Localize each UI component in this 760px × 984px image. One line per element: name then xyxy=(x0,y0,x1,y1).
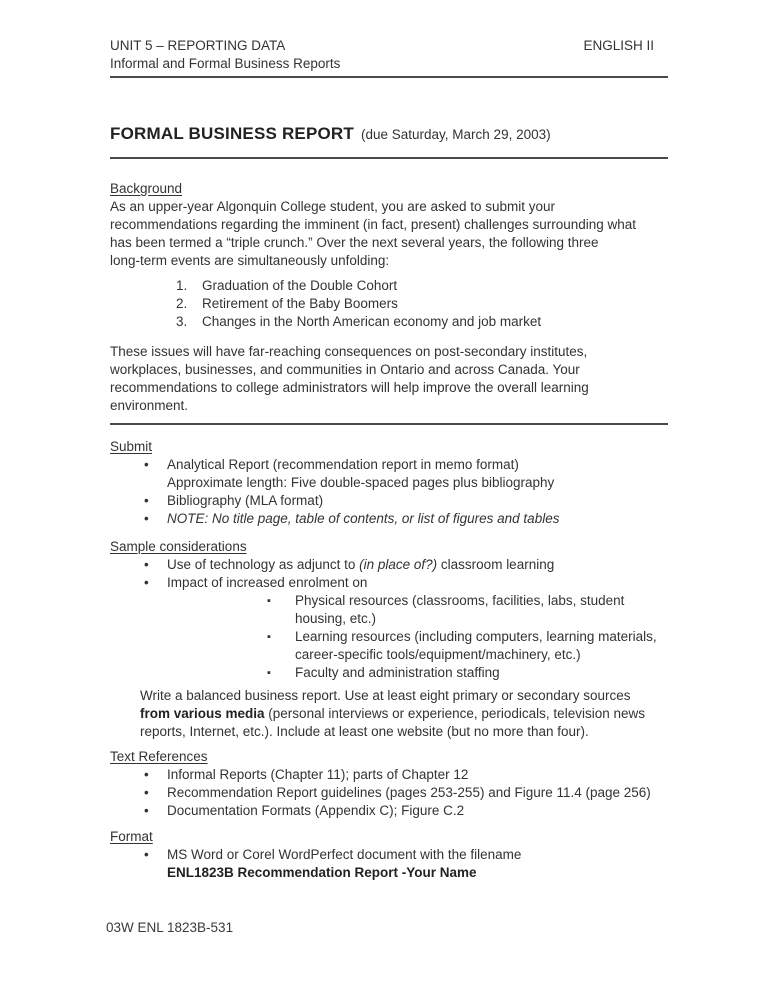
section-background xyxy=(110,180,668,415)
header-course-name: ENGLISH II xyxy=(583,38,654,53)
sub-bullet-item-text: ▪ Faculty and administration staffing xyxy=(295,665,500,680)
filename-bold-text: ENL1823B Recommendation Report -Your Name xyxy=(167,865,477,880)
sub-bullet-continuation-line xyxy=(295,646,668,664)
bullet-continuation-line xyxy=(167,474,668,492)
text-segment: (personal interviews or experience, periodicals, television news xyxy=(264,706,645,721)
paragraph-line: long-term events are simultaneously unfolding: xyxy=(110,253,390,268)
footer-course-code: 03W ENL 1823B-531 xyxy=(106,920,234,935)
background-intro-paragraph xyxy=(110,198,668,270)
section-sample-considerations xyxy=(110,538,668,741)
bullet-item xyxy=(144,456,668,474)
bullet-item-text: • Bibliography (MLA format) xyxy=(167,493,324,508)
numbered-item-text: Retirement of the Baby Boomers xyxy=(202,296,398,311)
submit-heading: Submit xyxy=(110,439,153,454)
report-title: FORMAL BUSINESS REPORT xyxy=(110,124,354,143)
paragraph-line: These issues will have far-reaching consequences on post-secondary institutes, xyxy=(110,344,588,359)
paragraph-line: workplaces, businesses, and communities in Ontario and across Canada. Your xyxy=(110,362,580,377)
sub-bullet-item-text: career-specific tools/equipment/machinery, etc.) xyxy=(295,647,581,662)
bullet-item-text xyxy=(167,556,554,574)
bullet-item-text: • Analytical Report (recommendation report in memo format) xyxy=(167,457,519,472)
sub-bullet-item xyxy=(267,628,668,646)
numbered-item xyxy=(176,313,668,331)
bullet-item xyxy=(144,802,668,820)
paragraph-line: has been termed a “triple crunch.” Over the next several years, the following three xyxy=(110,235,599,250)
sub-bullet-item xyxy=(267,592,668,628)
bullet-item-text: Approximate length: Five double-spaced pages plus bibliography xyxy=(167,475,555,490)
numbered-item xyxy=(176,295,668,313)
paragraph-line: environment. xyxy=(110,398,189,413)
numbered-list xyxy=(110,277,668,331)
text-segment: Use of technology as adjunct to xyxy=(167,557,360,572)
bullet-item-text: • Documentation Formats (Appendix C); Figure C.2 xyxy=(167,803,465,818)
title-divider-rule xyxy=(110,157,668,159)
paragraph-line: reports, Internet, etc.). Include at least one website (but no more than four). xyxy=(140,724,589,739)
sub-bullet-item-text: ▪ Physical resources (classrooms, facilities, labs, student housing, etc.) xyxy=(295,593,625,626)
sub-bullet-item-text: ▪ Learning resources (including computers, learning materials, xyxy=(295,629,657,644)
sample-considerations-heading: Sample considerations xyxy=(110,539,247,554)
paragraph-line xyxy=(140,705,668,723)
paragraph-line: Write a balanced business report. Use at least eight primary or secondary sources xyxy=(140,688,631,703)
bullet-item-text: • Recommendation Report guidelines (pages 253-255) and Figure 11.4 (page 256) xyxy=(167,785,651,800)
bold-text-segment: from various media xyxy=(140,706,265,721)
sub-bullet-item xyxy=(267,664,668,682)
report-title-row xyxy=(110,125,668,144)
bullet-item xyxy=(144,510,668,528)
header-divider-rule xyxy=(110,76,668,78)
bullet-item xyxy=(144,766,668,784)
paragraph-line: recommendations to college administrators will help improve the overall learning xyxy=(110,380,589,395)
background-heading: Background xyxy=(110,181,183,196)
due-date: (due Saturday, March 29, 2003) xyxy=(361,127,551,142)
paragraph-line: As an upper-year Algonquin College student, you are asked to submit your xyxy=(110,199,556,214)
section-text-references xyxy=(110,748,668,820)
section-divider-rule xyxy=(110,423,668,425)
numbered-item-text: Graduation of the Double Cohort xyxy=(202,278,398,293)
bullet-item xyxy=(144,846,668,864)
bullet-item xyxy=(144,784,668,802)
bullet-item xyxy=(144,556,668,574)
document-header xyxy=(110,0,668,73)
italic-text-segment: (in place of?) xyxy=(359,557,438,572)
bullet-item-note-text: • NOTE: No title page, table of contents, or list of figures and tables xyxy=(167,511,560,526)
header-subtitle: Informal and Formal Business Reports xyxy=(110,56,341,71)
text-segment: classroom learning xyxy=(437,557,555,572)
bullet-item xyxy=(144,492,668,510)
numbered-item xyxy=(176,277,668,295)
bullet-item-text: • Impact of increased enrolment on xyxy=(167,575,368,590)
section-submit xyxy=(110,438,668,528)
bullet-item-text: • Informal Reports (Chapter 11); parts of Chapter 12 xyxy=(167,767,469,782)
bullet-item xyxy=(144,574,668,592)
bullet-item-text: • MS Word or Corel WordPerfect document with the filename xyxy=(167,847,522,862)
header-unit-title: UNIT 5 – REPORTING DATA xyxy=(110,38,286,53)
background-outro-paragraph xyxy=(110,343,668,415)
paragraph-line: recommendations regarding the imminent (in fact, present) challenges surrounding what xyxy=(110,217,637,232)
bullet-continuation-line xyxy=(167,864,668,882)
numbered-item-text: Changes in the North American economy and job market xyxy=(202,314,542,329)
sample-instructions-paragraph xyxy=(140,687,668,741)
section-format xyxy=(110,828,668,882)
text-references-heading: Text References xyxy=(110,749,208,764)
format-heading: Format xyxy=(110,829,153,844)
